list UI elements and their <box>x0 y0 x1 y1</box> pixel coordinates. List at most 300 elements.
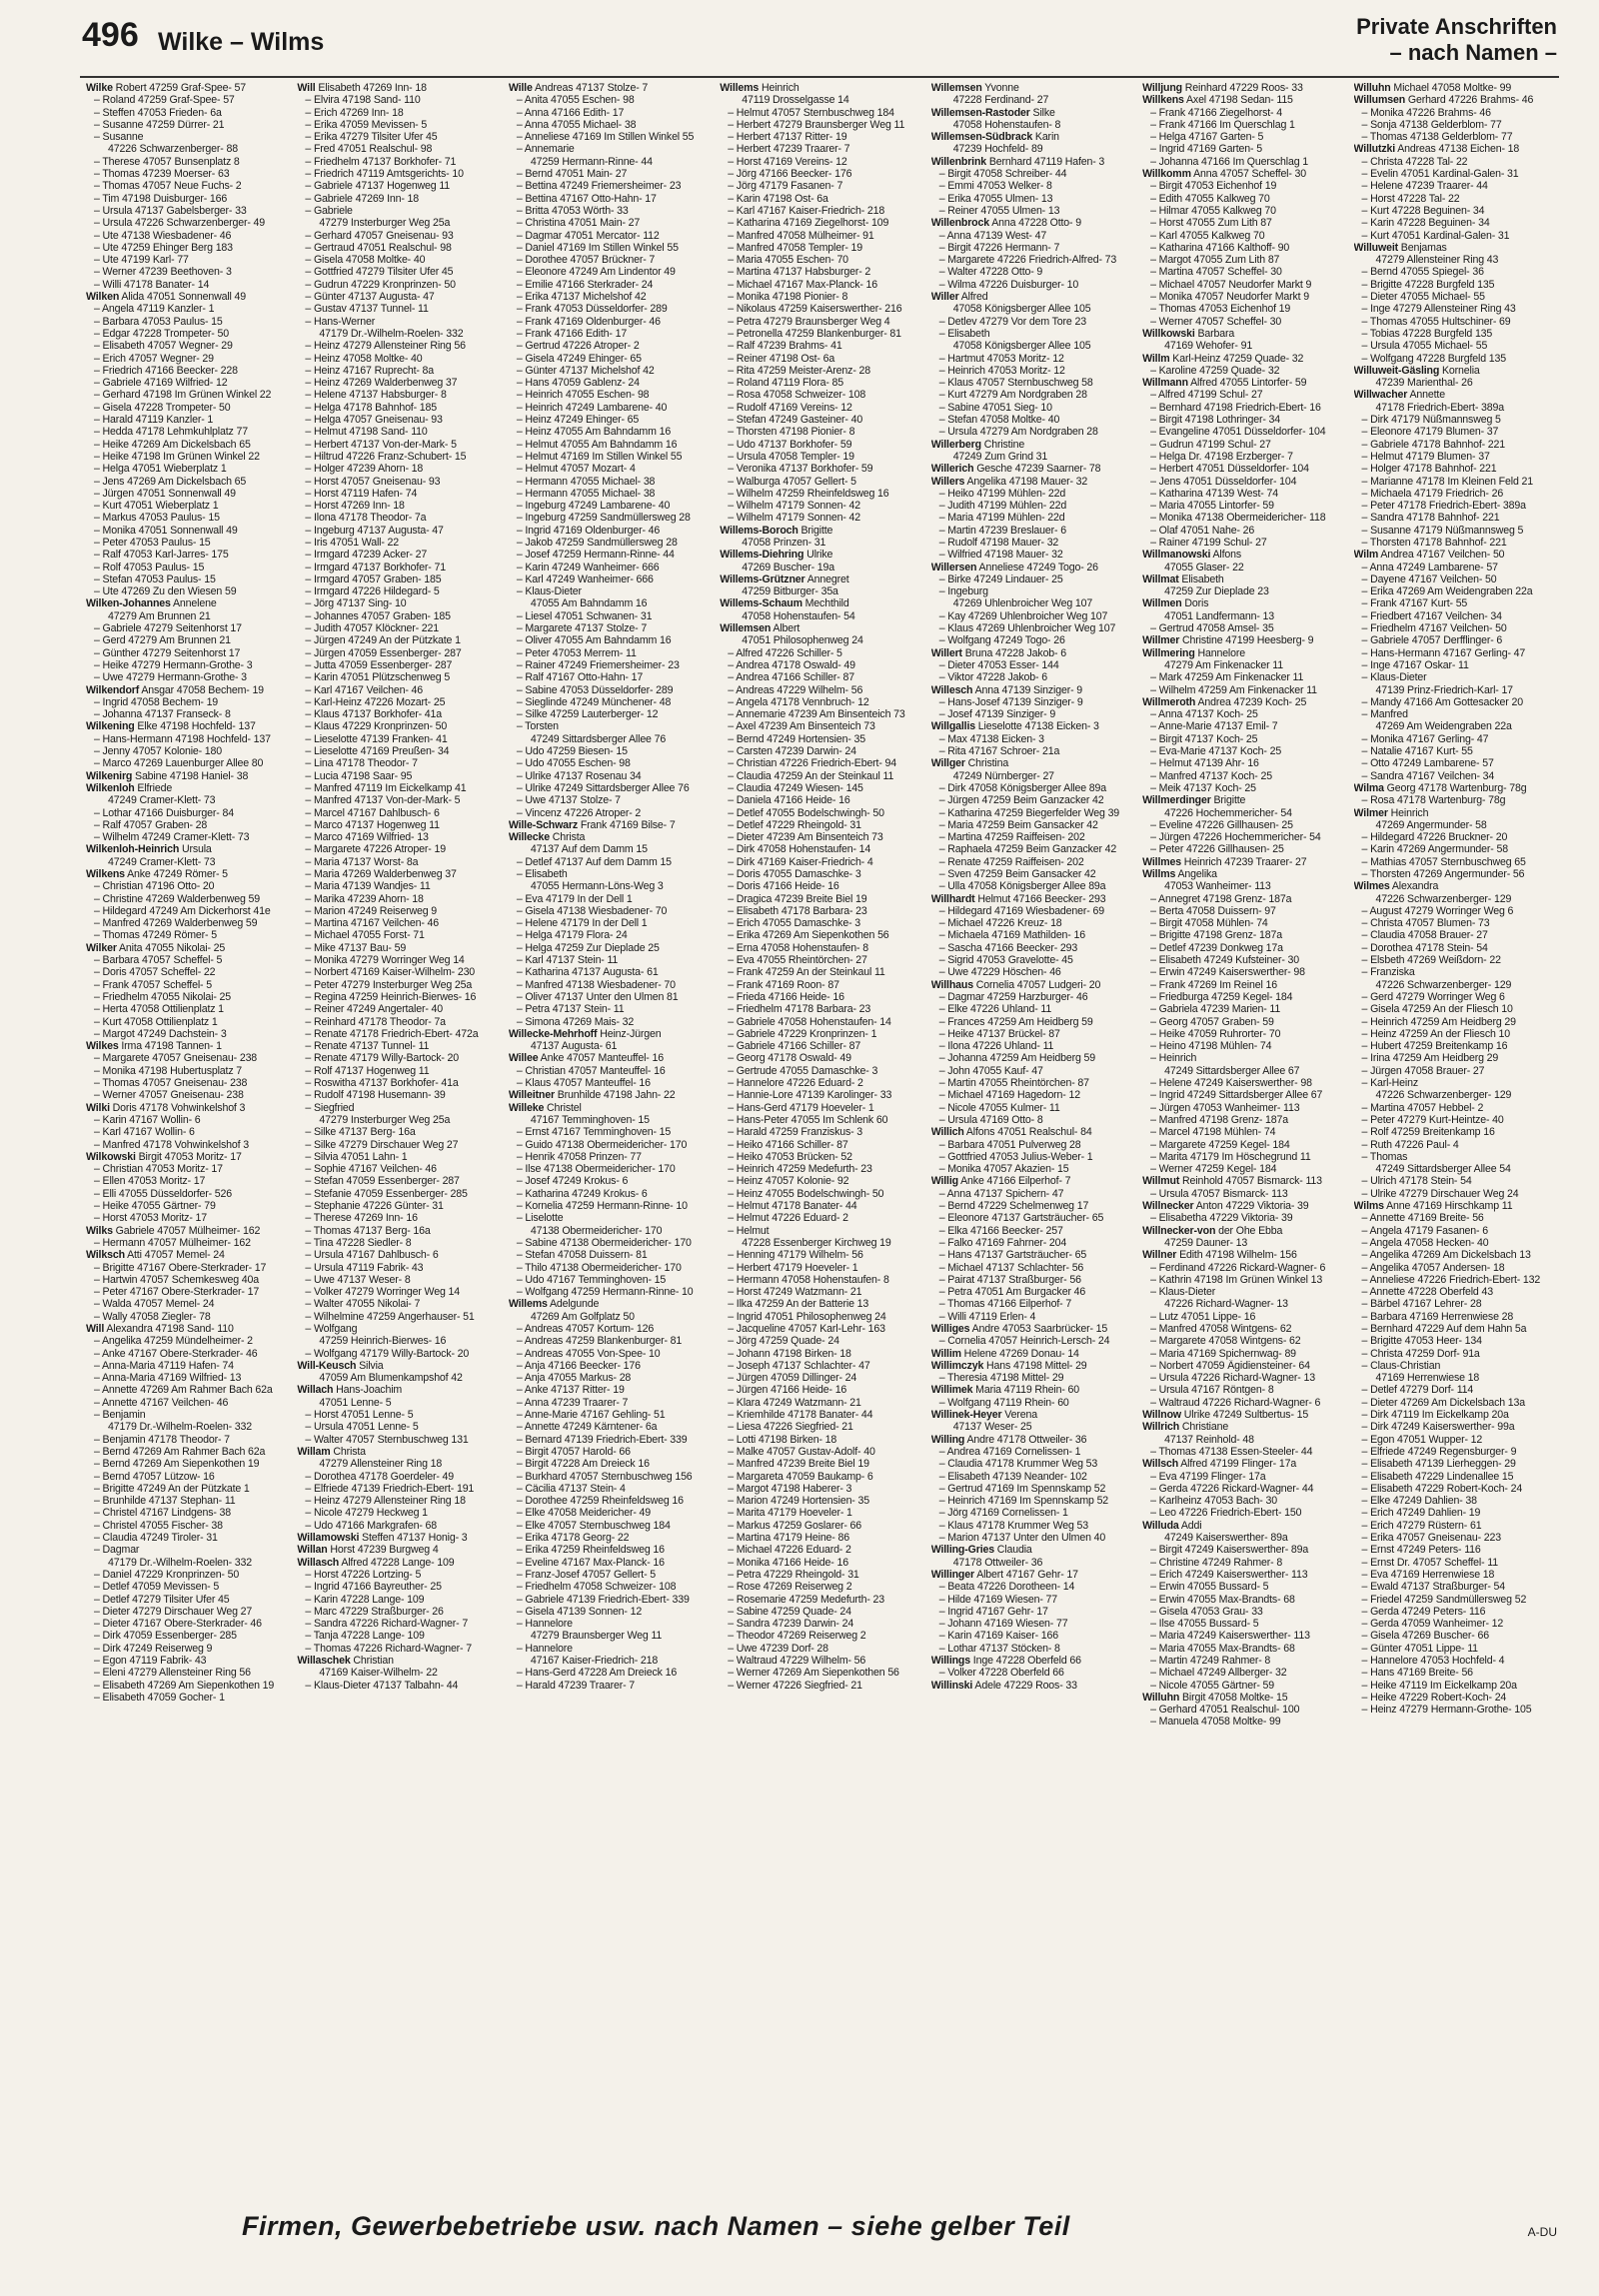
directory-entry: – Eleonore 47179 Blumen- 37 <box>1361 426 1499 439</box>
directory-entry: – Sandra 47178 Bahnhof- 221 <box>1361 512 1500 525</box>
directory-entry: – Elisabeth 47139 Lierheggen- 29 <box>1361 1458 1516 1471</box>
directory-entry: – Bernd 47057 Lützow- 16 <box>94 1470 215 1483</box>
directory-entry: – Thorsten 47178 Bahnhof- 221 <box>1361 536 1507 549</box>
directory-entry: – Maria 47055 Eschen- 70 <box>728 254 848 267</box>
directory-entry: Willers Angelika 47198 Mauer- 32 <box>930 475 1088 488</box>
directory-entry: – Angelika 47269 Am Dickelsbach 13 <box>1361 1249 1531 1262</box>
directory-entry: – Barbara 47169 Herrenwiese 28 <box>1361 1310 1514 1323</box>
directory-entry: – Heinrich <box>1150 1052 1197 1065</box>
directory-entry: Willersen Anneliese 47249 Togo- 26 <box>930 561 1098 574</box>
directory-entry: – Johanna 47166 Im Querschlag 1 <box>1150 155 1309 168</box>
directory-entry: – Waltraud 47229 Wilhelm- 56 <box>728 1655 866 1667</box>
directory-entry: – Burkhard 47057 Sternbuschweg 156 <box>516 1470 693 1483</box>
directory-entry: 47058 Königsberger Allee 105 <box>952 340 1091 353</box>
directory-entry: – Benjamin 47178 Theodor- 7 <box>94 1433 230 1446</box>
directory-entry: – Gabriele 47178 Bahnhof- 221 <box>1361 438 1506 451</box>
directory-entry: Wilken Alida 47051 Sonnenwall 49 <box>86 291 247 304</box>
directory-entry: – Maria 47169 Spichernwag- 89 <box>1150 1347 1296 1360</box>
directory-entry: – Walburga 47057 Gellert- 5 <box>728 475 856 488</box>
directory-entry: – Uwe 47137 Weser- 8 <box>305 1273 411 1286</box>
directory-entry: 47239 Marienthal- 26 <box>1375 377 1473 390</box>
header-rule <box>80 76 1559 78</box>
directory-entry: – Helmut 47178 Banater- 44 <box>728 1200 857 1213</box>
directory-entry: Willems-Grützner Annegret <box>720 573 849 585</box>
directory-entry: – Christian 47057 Manteuffel- 16 <box>516 1064 666 1077</box>
directory-entry: – Hedda 47178 Lehmkuhlplatz 77 <box>94 426 248 439</box>
directory-entry: – Gisela 47053 Grau- 33 <box>1150 1605 1263 1618</box>
directory-entry: – Dragica 47239 Breite Biel 19 <box>728 892 867 905</box>
directory-entry: – Rosa 47178 Wartenburg- 78g <box>1361 794 1506 807</box>
directory-entry: – Frank 47166 Im Querschlag 1 <box>1150 118 1295 131</box>
directory-entry: Willnow Ulrike 47249 Sultbertus- 15 <box>1142 1409 1309 1422</box>
directory-entry: Willerberg Christine <box>930 438 1025 451</box>
directory-entry: – Klaus 47229 Kronprinzen- 50 <box>305 720 448 733</box>
directory-entry: – Elisabeth 47059 Gocher- 1 <box>94 1691 225 1704</box>
directory-entry: – Andreas 47055 Von-Spee- 10 <box>516 1347 661 1360</box>
directory-entry: – Ilse 47138 Obermeidericher- 170 <box>516 1163 676 1176</box>
directory-entry: – Ilona 47226 Uhland- 11 <box>938 1040 1054 1053</box>
directory-entry: – Erika 47178 Georg- 22 <box>516 1532 630 1545</box>
directory-entry: – Angelika 47259 Mündelheimer- 2 <box>94 1335 253 1348</box>
directory-entry: – Frank 47057 Scheffel- 5 <box>94 978 212 991</box>
directory-entry: – Sandra 47239 Darwin- 24 <box>728 1618 854 1631</box>
directory-entry: – Silke 47259 Lauterberger- 12 <box>516 708 659 721</box>
directory-entry: Willgallis Lieselotte 47138 Eicken- 3 <box>930 720 1099 733</box>
directory-entry: – Thomas 47057 Neue Fuchs- 2 <box>94 180 242 193</box>
directory-entry: – Friedrich 47166 Beecker- 228 <box>94 364 238 377</box>
directory-entry: – Anne-Marie 47137 Emil- 7 <box>1150 720 1278 733</box>
directory-entry: – Hartwin 47057 Schemkesweg 40a <box>94 1273 259 1286</box>
directory-entry: – Thomas 47053 Eichenhof 19 <box>1150 303 1291 316</box>
directory-entry: Willrich Christiane <box>1142 1421 1229 1434</box>
directory-entry: – Herbert 47137 Ritter- 19 <box>728 131 847 144</box>
directory-entry: – Lothar 47137 Stöcken- 8 <box>938 1642 1060 1655</box>
directory-entry: – Lieselotte 47169 Preußen- 34 <box>305 745 450 758</box>
directory-entry: – Jörg 47179 Fasanen- 7 <box>728 180 843 193</box>
directory-entry: – Malke 47057 Gustav-Adolf- 40 <box>728 1445 875 1458</box>
directory-entry: – Hildegard 47226 Bruckner- 20 <box>1361 831 1508 844</box>
directory-entry: – Jürgen 47059 Essenberger- 287 <box>305 646 462 659</box>
directory-entry: – Erich 47269 Inn- 18 <box>305 106 404 119</box>
directory-entry: Willemsen Yvonne <box>930 82 1019 94</box>
directory-entry: – Uwe 47279 Hermann-Grothe- 3 <box>94 671 247 684</box>
directory-entry: – Pairat 47137 Straßburger- 56 <box>938 1273 1081 1286</box>
directory-entry: – Tina 47228 Siedler- 8 <box>305 1236 412 1249</box>
directory-entry: – Monika 47166 Heide- 16 <box>728 1556 848 1569</box>
directory-entry: – Dieter 47167 Obere-Sterkrader- 46 <box>94 1618 262 1631</box>
directory-entry: – Hannie-Lore 47139 Karolinger- 33 <box>728 1089 892 1102</box>
directory-entry: – Jenny 47057 Kolonie- 180 <box>94 745 223 758</box>
directory-entry: – Elisabetha 47229 Viktoria- 39 <box>1150 1212 1293 1225</box>
directory-entry: Wilke Robert 47259 Graf-Spee- 57 <box>86 82 246 94</box>
directory-entry: – Hannelore 47226 Eduard- 2 <box>728 1077 863 1090</box>
directory-entry: – Sophie 47167 Veilchen- 46 <box>305 1163 437 1176</box>
directory-entry: – Barbara 47057 Scheffel- 5 <box>94 954 223 967</box>
directory-entry: – Helga 47259 Zur Dieplade 25 <box>516 941 660 954</box>
directory-entry: – Helga 47057 Gneisenau- 93 <box>305 414 443 427</box>
directory-entry: – Egon 47119 Fabrik- 43 <box>94 1655 207 1667</box>
directory-entry: Wille Andreas 47137 Stolze- 7 <box>508 82 649 94</box>
name-range: Wilke – Wilms <box>158 28 325 56</box>
directory-entry: – Anja 47166 Beecker- 176 <box>516 1359 641 1372</box>
directory-entry: – Ingeburg 47137 Augusta- 47 <box>305 524 444 537</box>
directory-entry: – Christel 47167 Lindgens- 38 <box>94 1507 231 1520</box>
directory-entry: – Heinz 47167 Ruprecht- 8a <box>305 364 435 377</box>
directory-entry: Will Alexandra 47198 Sand- 110 <box>86 1322 234 1335</box>
directory-entry: Willing-Gries Claudia <box>930 1544 1032 1557</box>
directory-entry: – Otto 47249 Lambarene- 57 <box>1361 757 1494 770</box>
directory-entry: – Thomas 47249 Römer- 5 <box>94 929 217 942</box>
directory-entry: – Johanna 47137 Franseck- 8 <box>94 708 231 721</box>
directory-entry: – Franz-Josef 47057 Gellert- 5 <box>516 1568 657 1581</box>
directory-entry: – Erich 47279 Rüstern- 61 <box>1361 1519 1482 1532</box>
directory-entry: – Barbara 47053 Paulus- 15 <box>94 315 223 328</box>
directory-entry: – Hans-Gerd 47228 Am Dreieck 16 <box>516 1667 678 1680</box>
directory-entry: – Irmgard 47239 Acker- 27 <box>305 549 428 562</box>
directory-entry: – Herbert 47137 Von-der-Mark- 5 <box>305 438 457 451</box>
directory-entry: – Gottfried 47279 Tilsiter Ufer 45 <box>305 266 454 279</box>
directory-entry: – Natalie 47167 Kurt- 55 <box>1361 745 1473 758</box>
directory-entry: – Gertrud 47058 Amsel- 35 <box>1150 622 1274 635</box>
directory-entry: – Hans 47137 Gartsträucher- 65 <box>938 1249 1087 1262</box>
directory-entry: – Renate 47179 Willy-Bartock- 20 <box>305 1052 460 1065</box>
directory-entry: – Liselotte <box>516 1212 564 1225</box>
directory-entry: – Ulrike 47137 Rosenau 34 <box>516 769 642 782</box>
directory-entry: – Cäcilia 47137 Stein- 4 <box>516 1482 626 1495</box>
directory-entry: – Jürgen 47051 Sonnenwall 49 <box>94 487 236 500</box>
directory-entry: – Sabine 47138 Obermeidericher- 170 <box>516 1236 692 1249</box>
directory-entry: Willmering Hannelore <box>1142 646 1245 659</box>
directory-entry: – Hannelore 47053 Hochfeld- 4 <box>1361 1655 1505 1667</box>
directory-entry: – Dirk 47249 Kaiserswerther- 99a <box>1361 1421 1515 1434</box>
directory-entry: – Ellen 47053 Moritz- 17 <box>94 1175 206 1188</box>
directory-entry: – Inge 47167 Oskar- 11 <box>1361 658 1469 671</box>
directory-entry: – Claudia 47058 Brauer- 27 <box>1361 929 1488 942</box>
directory-entry: – Helga 47051 Wieberplatz 1 <box>94 463 227 476</box>
directory-entry: – Uwe 47239 Dorf- 28 <box>728 1642 828 1655</box>
directory-entry: – Friedburga 47259 Kegel- 184 <box>1150 990 1293 1003</box>
directory-entry: – Ernst 47249 Peters- 116 <box>1361 1544 1481 1557</box>
directory-entry: Willings Inge 47228 Oberfeld 66 <box>930 1655 1081 1667</box>
directory-entry: – Gabriele 47057 Derfflinger- 6 <box>1361 634 1503 647</box>
directory-entry: – Britta 47053 Wörth- 33 <box>516 204 629 217</box>
directory-entry: 47249 Sittardsberger Allee 54 <box>1375 1163 1511 1176</box>
directory-entry: – Brigitte 47167 Obere-Sterkrader- 17 <box>94 1261 267 1274</box>
directory-entry: – August 47279 Worringer Weg 6 <box>1361 904 1514 917</box>
directory-entry: 47249 Cramer-Klett- 73 <box>108 855 216 868</box>
directory-entry: – Tanja 47228 Lange- 109 <box>305 1630 425 1643</box>
directory-entry: Willuweit-Gäsling Kornelia <box>1353 364 1480 377</box>
directory-entry: Willmanowski Alfons <box>1142 549 1242 562</box>
directory-entry: – Erika 47137 Michelshof 42 <box>516 291 647 304</box>
directory-entry: 47226 Schwarzenberger- 88 <box>108 143 238 156</box>
directory-entry: – Dirk 47179 Nüßmannsweg 5 <box>1361 414 1501 427</box>
directory-entry: – Friedhelm 47055 Nikolai- 25 <box>94 990 231 1003</box>
directory-entry: – Doris 47055 Damaschke- 3 <box>728 868 861 880</box>
directory-entry: – Siegfried <box>305 1101 355 1114</box>
directory-entry: – Klaus 47269 Uhlenbroicher Weg 107 <box>938 622 1116 635</box>
directory-entry: – Margarete 47137 Stolze- 7 <box>516 622 648 635</box>
directory-entry: – Michael 47057 Neudorfer Markt 9 <box>1150 278 1312 291</box>
directory-entry: Wilkendorf Ansgar 47058 Bechem- 19 <box>86 683 264 696</box>
directory-entry: – Werner 47226 Siegfried- 21 <box>728 1679 862 1692</box>
directory-entry: – Ulrike 47279 Dirschauer Weg 24 <box>1361 1187 1519 1200</box>
directory-entry: Willert Bruna 47228 Jakob- 6 <box>930 646 1066 659</box>
directory-entry: – Heiko 47053 Brücken- 52 <box>728 1150 852 1163</box>
directory-entry: – Anna-Maria 47169 Wilfried- 13 <box>94 1372 242 1385</box>
directory-entry: – Rosa 47058 Schweizer- 108 <box>728 389 866 402</box>
directory-column-1 <box>80 82 291 2190</box>
directory-entry: Willinger Albert 47167 Gehr- 17 <box>930 1568 1078 1581</box>
directory-entry: – Horst 47228 Tal- 22 <box>1361 192 1460 205</box>
directory-entry: – Monika 47167 Gerling- 47 <box>1361 732 1489 745</box>
directory-entry: 47249 Sittardsberger Allee 67 <box>1164 1064 1300 1077</box>
directory-entry: – Elke 47058 Meidericher- 49 <box>516 1507 652 1520</box>
directory-entry: – Heinrich 47259 Am Heidberg 29 <box>1361 1015 1516 1028</box>
directory-entry: – Horst 47269 Inn- 18 <box>305 500 405 513</box>
directory-entry: – Friedrich 47119 Amtsgerichts- 10 <box>305 168 464 181</box>
directory-entry: Wilkens Anke 47249 Römer- 5 <box>86 868 228 880</box>
directory-entry: – Ingrid 47169 Garten- 5 <box>1150 143 1262 156</box>
directory-entry: – Edgar 47228 Trompeter- 50 <box>94 327 229 340</box>
directory-entry: – Reiner 47249 Angertaler- 40 <box>305 1003 444 1016</box>
directory-entry: – Dirk 47058 Königsberger Allee 89a <box>938 781 1106 794</box>
directory-entry: 47279 Allensteiner Ring 18 <box>319 1458 443 1471</box>
directory-entry: Willumsen Gerhard 47226 Brahms- 46 <box>1353 94 1534 107</box>
directory-entry: – Lieselotte 47139 Franken- 41 <box>305 732 448 745</box>
directory-entry: – Tim 47198 Duisburger- 166 <box>94 192 228 205</box>
directory-entry: – Marco 47137 Hogenweg 11 <box>305 818 440 831</box>
directory-entry: Willam Christa <box>297 1445 366 1458</box>
directory-entry: – Monika 47198 Hubertusplatz 7 <box>94 1064 243 1077</box>
directory-entry: – Katharina 47166 Kalthoff- 90 <box>1150 241 1290 254</box>
directory-entry: – Henrik 47058 Prinzen- 77 <box>516 1150 642 1163</box>
directory-entry: – Marc 47229 Straßburger- 26 <box>305 1605 444 1618</box>
directory-entry: – Ingrid 47051 Philosophenweg 24 <box>728 1310 886 1323</box>
directory-entry: 47259 Bitburger- 35a <box>742 585 838 598</box>
directory-entry: – Manfred 47119 Im Eickelkamp 41 <box>305 781 467 794</box>
directory-entry: – Bettina 47167 Otto-Hahn- 17 <box>516 192 657 205</box>
directory-entry: Willinski Adele 47229 Roos- 33 <box>930 1679 1077 1692</box>
directory-entry: 47259 Dauner- 13 <box>1164 1236 1248 1249</box>
directory-entry: – Heinrich 47055 Eschen- 98 <box>516 389 650 402</box>
directory-entry: – Ursula 47167 Röntgen- 8 <box>1150 1384 1274 1397</box>
directory-entry: – Ruth 47226 Paul- 4 <box>1361 1138 1459 1151</box>
directory-entry: – Claudia 47259 An der Steinkaul 11 <box>728 769 894 782</box>
directory-entry: – Edith 47055 Kalkweg 70 <box>1150 192 1270 205</box>
directory-entry: – Gabriele 47058 Hohenstaufen- 14 <box>728 1015 891 1028</box>
directory-entry: – Heinz 47055 Bodelschwingh- 50 <box>728 1187 884 1200</box>
directory-entry: Willkens Axel 47198 Sedan- 115 <box>1142 94 1293 107</box>
directory-entry: – Thorsten 47269 Angermunder- 56 <box>1361 868 1525 880</box>
directory-entry: – Judith 47199 Mühlen- 22d <box>938 500 1067 513</box>
directory-entry: – Silvia 47051 Lahn- 1 <box>305 1150 408 1163</box>
directory-entry: 47259 Zur Dieplade 23 <box>1164 585 1269 598</box>
directory-entry: – Ralf 47053 Karl-Jarres- 175 <box>94 549 229 562</box>
directory-entry: Willmen Doris <box>1142 597 1209 610</box>
directory-entry: – Dirk 47059 Essenberger- 285 <box>94 1630 237 1643</box>
directory-entry: – Barbara 47051 Pulverweg 28 <box>938 1138 1081 1151</box>
directory-entry: – Horst 47053 Moritz- 17 <box>94 1212 207 1225</box>
directory-entry: – Brunhilde 47137 Stephan- 11 <box>94 1495 236 1508</box>
directory-entry: – Ernst Dr. 47057 Scheffel- 11 <box>1361 1556 1498 1569</box>
directory-entry: – Frank 47166 Ziegelhorst- 4 <box>1150 106 1282 119</box>
directory-entry: Wilkening Elke 47198 Hochfeld- 137 <box>86 720 256 733</box>
directory-entry: – Karl-Heinz 47226 Mozart- 25 <box>305 695 446 708</box>
directory-entry: 47259 Heinrich-Bierwes- 16 <box>319 1335 447 1348</box>
directory-entry: – Silke 47279 Dirschauer Weg 27 <box>305 1138 459 1151</box>
directory-entry: – Hilde 47169 Wiesen- 77 <box>938 1593 1057 1606</box>
directory-column-6 <box>1136 82 1347 2190</box>
directory-entry: 47051 Landfermann- 13 <box>1164 609 1275 622</box>
directory-entry: Willinek-Heyer Verena <box>930 1409 1037 1422</box>
directory-entry: – Elisabeth 47269 Am Siepenkothen 19 <box>94 1679 275 1692</box>
directory-entry: 47226 Schwarzenberger- 129 <box>1375 892 1512 905</box>
directory-entry: Wilms Anne 47169 Hirschkamp 11 <box>1353 1200 1513 1213</box>
directory-entry: – Emilie 47166 Sterkrader- 24 <box>516 278 654 291</box>
directory-entry: – Horst 47057 Gneisenau- 93 <box>305 475 441 488</box>
directory-entry: – Birgit 47137 Koch- 25 <box>1150 732 1258 745</box>
directory-entry: – Thomas 47226 Richard-Wagner- 7 <box>305 1642 472 1655</box>
directory-entry: – Bernd 47249 Hortensien- 35 <box>728 732 866 745</box>
directory-entry: 47239 Hochfeld- 89 <box>952 143 1043 156</box>
directory-entry: – Kurt 47279 Am Nordgraben 28 <box>938 389 1087 402</box>
directory-entry: – Margot 47055 Zum Lith 87 <box>1150 254 1280 267</box>
directory-entry: Willms Angelika <box>1142 868 1217 880</box>
directory-entry: – Annegret 47198 Grenz- 187a <box>1150 892 1292 905</box>
directory-entry: – Jürgen 47259 Beim Ganzacker 42 <box>938 794 1104 807</box>
directory-entry: – Harald 47239 Traarer- 7 <box>516 1679 635 1692</box>
directory-entry: – Hans 47169 Breite- 56 <box>1361 1667 1473 1680</box>
directory-entry: – Heinz 47269 Walderbenweg 37 <box>305 377 458 390</box>
directory-entry: Willkomm Anna 47057 Scheffel- 30 <box>1142 168 1307 181</box>
directory-entry: – Gisela 47058 Moltke- 40 <box>305 254 426 267</box>
directory-entry: – Jörg 47259 Quade- 24 <box>728 1335 839 1348</box>
directory-entry: – Klaus-Dieter 47137 Talbahn- 44 <box>305 1679 459 1692</box>
directory-entry: – Manfred 47058 Templer- 19 <box>728 241 862 254</box>
directory-entry: 47269 Angermunder- 58 <box>1375 818 1487 831</box>
directory-entry: Wilken-Johannes Annelene <box>86 597 217 610</box>
directory-entry: – Leo 47226 Friedrich-Ebert- 150 <box>1150 1507 1302 1520</box>
directory-entry: – Marita 47179 Im Höschegrund 11 <box>1150 1150 1311 1163</box>
directory-entry: – Walter 47228 Otto- 9 <box>938 266 1043 279</box>
directory-entry: – Werner 47057 Scheffel- 30 <box>1150 315 1282 328</box>
directory-entry: – Bernd 47269 Am Rahmer Bach 62a <box>94 1445 266 1458</box>
directory-entry: – Helmut <box>728 1224 770 1237</box>
directory-entry: 47169 Wehofer- 91 <box>1164 340 1253 353</box>
directory-entry: – Jürgen 47058 Brauer- 27 <box>1361 1064 1485 1077</box>
directory-entry: – Klaus 47057 Sternbuschweg 58 <box>938 377 1093 390</box>
directory-entry: – Torsten <box>516 720 559 733</box>
directory-entry: – Sven 47259 Beim Gansacker 42 <box>938 868 1096 880</box>
directory-entry: – Eva 47179 In der Dell 1 <box>516 892 633 905</box>
directory-entry: – Gertrud 47226 Atroper- 2 <box>516 340 640 353</box>
directory-entry: – Jens 47051 Düsseldorfer- 104 <box>1150 475 1297 488</box>
directory-entry: – Erika 47269 Am Siepenkothen 56 <box>728 929 889 942</box>
directory-entry: Willemsen-Rastoder Silke <box>930 106 1055 119</box>
directory-entry: Willecke Christa <box>508 831 586 844</box>
directory-entry: – Karl 47137 Stein- 11 <box>516 954 619 967</box>
directory-entry: – Peter 47279 Insterburger Weg 25a <box>305 978 473 991</box>
directory-entry: Willhardt Helmut 47166 Beecker- 293 <box>930 892 1106 905</box>
directory-entry: – Roland 47259 Graf-Spee- 57 <box>94 94 235 107</box>
directory-entry: – Erika 47057 Gneisenau- 223 <box>1361 1532 1502 1545</box>
directory-entry: – Wolfgang <box>305 1322 358 1335</box>
directory-entry: – John 47055 Kauf- 47 <box>938 1064 1043 1077</box>
directory-entry: Willwacher Annette <box>1353 389 1445 402</box>
directory-entry: – Daniela 47166 Heide- 16 <box>728 794 850 807</box>
directory-entry: – Stefanie 47059 Essenberger- 285 <box>305 1187 468 1200</box>
directory-entry: – Helmut 47169 Im Stillen Winkel 55 <box>516 450 683 463</box>
directory-entry: – Marco 47169 Wilfried- 13 <box>305 831 429 844</box>
directory-entry: – Hermann 47055 Michael- 38 <box>516 475 656 488</box>
directory-entry: – Ute 47269 Zu den Wiesen 59 <box>94 585 237 598</box>
directory-entry: – Stephanie 47226 Günter- 31 <box>305 1200 444 1213</box>
directory-entry: – Frank 47167 Kurt- 55 <box>1361 597 1468 610</box>
directory-entry: – Ingrid 47249 Sittardsberger Allee 67 <box>1150 1089 1323 1102</box>
directory-entry: – Ursula 47057 Bismarck- 113 <box>1150 1187 1288 1200</box>
directory-entry: – Monika 47279 Worringer Weg 14 <box>305 954 465 967</box>
directory-entry: – Margarete 47226 Friedrich-Alfred- 73 <box>938 254 1117 267</box>
directory-entry: – Andreas 47229 Wilhelm- 56 <box>728 683 863 696</box>
directory-entry: – Josef 47139 Sinziger- 9 <box>938 708 1056 721</box>
directory-entry: – Bernd 47229 Schelmenweg 17 <box>938 1200 1089 1213</box>
directory-entry: Willenbrock Anna 47228 Otto- 9 <box>930 217 1081 230</box>
directory-entry: – Hiltrud 47226 Franz-Schubert- 15 <box>305 450 467 463</box>
directory-entry: – Dayene 47167 Veilchen- 50 <box>1361 573 1497 585</box>
directory-entry: – Dirk 47249 Reiserweg 9 <box>94 1642 213 1655</box>
directory-entry: – Ursula 47058 Templer- 19 <box>728 450 854 463</box>
directory-entry: – Kurt 47051 Kardinal-Galen- 31 <box>1361 229 1510 242</box>
directory-entry: 47059 Am Blumenkampshof 42 <box>319 1372 463 1385</box>
directory-entry: – Kornelia 47259 Hermann-Rinne- 10 <box>516 1200 688 1213</box>
directory-entry: – Manuela 47058 Moltke- 99 <box>1150 1716 1281 1728</box>
directory-entry: – Hartmut 47053 Moritz- 12 <box>938 352 1064 365</box>
directory-entry: – Elfriede 47249 Regensburger- 9 <box>1361 1445 1517 1458</box>
directory-entry: – Fred 47051 Realschul- 98 <box>305 143 433 156</box>
directory-entry: 47269 Buscher- 19a <box>742 561 834 574</box>
directory-entry: – Klaus 47178 Krummer Weg 53 <box>938 1519 1088 1532</box>
directory-entry: – Marion 47249 Hortensien- 35 <box>728 1495 869 1508</box>
directory-entry: – Heiko 47166 Schiller- 87 <box>728 1138 848 1151</box>
directory-entry: – Rainer 47199 Schul- 27 <box>1150 536 1267 549</box>
directory-entry: – Christine 47249 Rahmer- 8 <box>1150 1556 1283 1569</box>
directory-entry: – Frank 47259 An der Steinkaul 11 <box>728 966 885 979</box>
directory-entry: – Ernst 47167 Temminghoven- 15 <box>516 1126 672 1139</box>
directory-entry: – Frieda 47166 Heide- 16 <box>728 990 844 1003</box>
directory-entry: – Gerhard 47051 Realschul- 100 <box>1150 1704 1300 1717</box>
directory-entry: – Eva-Marie 47137 Koch- 25 <box>1150 745 1282 758</box>
directory-entry: – Gabriele 47279 Seitenhorst 17 <box>94 622 242 635</box>
directory-entry: – Daniel 47229 Kronprinzen- 50 <box>94 1568 240 1581</box>
directory-entry: – Christa 47259 Dorf- 91a <box>1361 1347 1480 1360</box>
directory-entry: – Andrea 47166 Schiller- 87 <box>728 671 854 684</box>
directory-entry: – Andrea 47169 Cornelissen- 1 <box>938 1445 1081 1458</box>
directory-entry: – Frank 47169 Roon- 87 <box>728 978 839 991</box>
directory-entry: – Dorothea 47178 Goerdeler- 49 <box>305 1470 455 1483</box>
directory-entry: 47119 Drosselgasse 14 <box>742 94 849 107</box>
directory-entry: Willner Edith 47198 Wilhelm- 156 <box>1142 1249 1297 1262</box>
directory-entry: – Nicole 47055 Gärtner- 59 <box>1150 1679 1274 1692</box>
directory-entry: Willach Hans-Joachim <box>297 1384 403 1397</box>
directory-entry: – Friedbert 47167 Veilchen- 34 <box>1361 609 1502 622</box>
directory-entry: – Kriemhilde 47178 Banater- 44 <box>728 1409 873 1422</box>
directory-entry: – Hilmar 47055 Kalkweg 70 <box>1150 204 1276 217</box>
directory-entry: – Sigrid 47053 Gravelotte- 45 <box>938 954 1073 967</box>
directory-entry: – Wilhelm 47179 Sonnen- 42 <box>728 512 860 525</box>
directory-entry: – Theodor 47269 Reiserweg 2 <box>728 1630 866 1643</box>
directory-entry: – Klaus-Dieter <box>1150 1286 1216 1299</box>
